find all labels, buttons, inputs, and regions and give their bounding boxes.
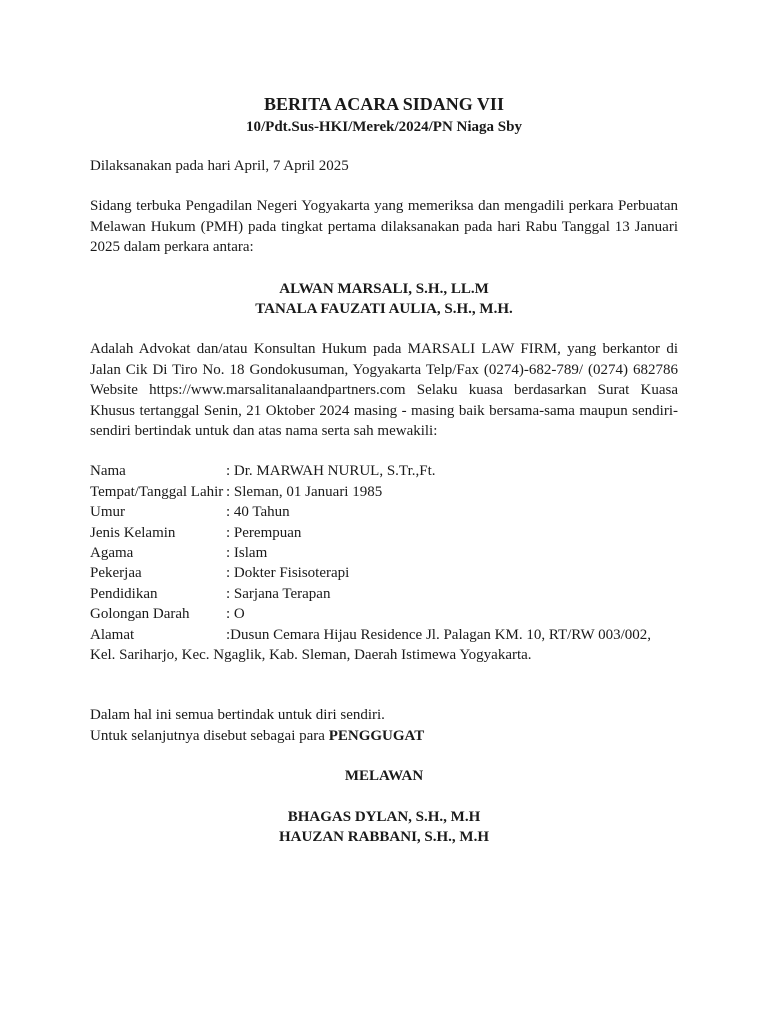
identity-table: [90, 461, 678, 665]
identity-row: [90, 584, 678, 604]
identity-value: : Perempuan: [226, 524, 302, 541]
opening-paragraph: Sidang terbuka Pengadilan Negeri Yogyakarta yang memeriksa dan mengadili perkara Perbuatan Melawan Hukum (PMH) pada tingkat pertama dilaksanakan pada hari Rabu Tanggal 13 Januari 2025 dalam perkara antara:: [90, 198, 678, 256]
referred-party: PENGGUGAT: [328, 727, 425, 744]
identity-row: [90, 482, 678, 502]
identity-value: : Dr. MARWAH NURUL, S.Tr.,Ft.: [226, 463, 436, 480]
identity-value: : 40 Tahun: [226, 504, 290, 521]
defendant-counsel-name: BHAGAS DYLAN, S.H., M.H: [287, 808, 481, 825]
identity-row: [90, 502, 678, 522]
address-value-line2: Kel. Sariharjo, Kec. Ngaglik, Kab. Sleman, Daerah Istimewa Yogyakarta.: [90, 646, 532, 663]
identity-row: [90, 523, 678, 543]
defendant-counsel-name: HAUZAN RABBANI, S.H., M.H: [278, 829, 489, 846]
identity-value: : Dokter Fisisoterapi: [226, 565, 350, 582]
counsel-paragraph: Adalah Advokat dan/atau Konsultan Hukum pada MARSALI LAW FIRM, yang berkantor di Jalan Cik Di Tiro No. 18 Gondokusuman, Yogyakarta Telp/Fax (0274)-682-789/ (0274) 682786 Website https://www.marsalitanalaandpartners.com Selaku kuasa berdasarkan Surat Kuasa Khusus tertanggal Senin, 21 Oktober 2024 masing - masing baik bersama-sama maupun sendiri-sendiri bertindak untuk dan atas nama serta sah mewakili:: [90, 341, 678, 440]
self-representation-line: Dalam hal ini semua bertindak untuk diri sendiri.: [90, 707, 385, 724]
document-title: BERITA ACARA SIDANG VII: [264, 94, 504, 114]
identity-label: Pendidikan: [90, 585, 158, 602]
address-row: [90, 625, 678, 645]
identity-row: [90, 461, 678, 481]
identity-label: Pekerjaa: [90, 565, 142, 582]
date-line: Dilaksanakan pada hari April, 7 April 2025: [90, 158, 349, 174]
identity-label: Agama: [90, 545, 134, 562]
identity-label: Tempat/Tanggal Lahir: [90, 483, 224, 500]
document-body: [90, 92, 678, 847]
identity-label: Jenis Kelamin: [90, 524, 176, 541]
referred-as-line: [90, 726, 678, 746]
identity-label: Umur: [90, 504, 125, 521]
identity-value: : O: [226, 606, 245, 623]
identity-value: : Sleman, 01 Januari 1985: [226, 483, 383, 500]
identity-row: [90, 563, 678, 583]
identity-row: [90, 604, 678, 624]
referred-as-prefix: Untuk selanjutnya disebut sebagai para: [90, 727, 329, 744]
plaintiff-counsel-name: TANALA FAUZATI AULIA, S.H., M.H.: [255, 301, 513, 318]
plaintiff-counsel-name: ALWAN MARSALI, S.H., LL.M: [279, 280, 489, 297]
address-value-line1: :Dusun Cemara Hijau Residence Jl. Palagan KM. 10, RT/RW 003/002,: [226, 626, 652, 643]
identity-value: : Islam: [226, 545, 268, 562]
identity-label: Golongan Darah: [90, 606, 190, 623]
case-number: 10/Pdt.Sus-HKI/Merek/2024/PN Niaga Sby: [246, 119, 522, 135]
identity-label: Nama: [90, 463, 126, 480]
versus-heading: MELAWAN: [344, 768, 424, 785]
identity-row: [90, 543, 678, 563]
identity-value: : Sarjana Terapan: [226, 585, 331, 602]
address-label: Alamat: [90, 626, 135, 643]
